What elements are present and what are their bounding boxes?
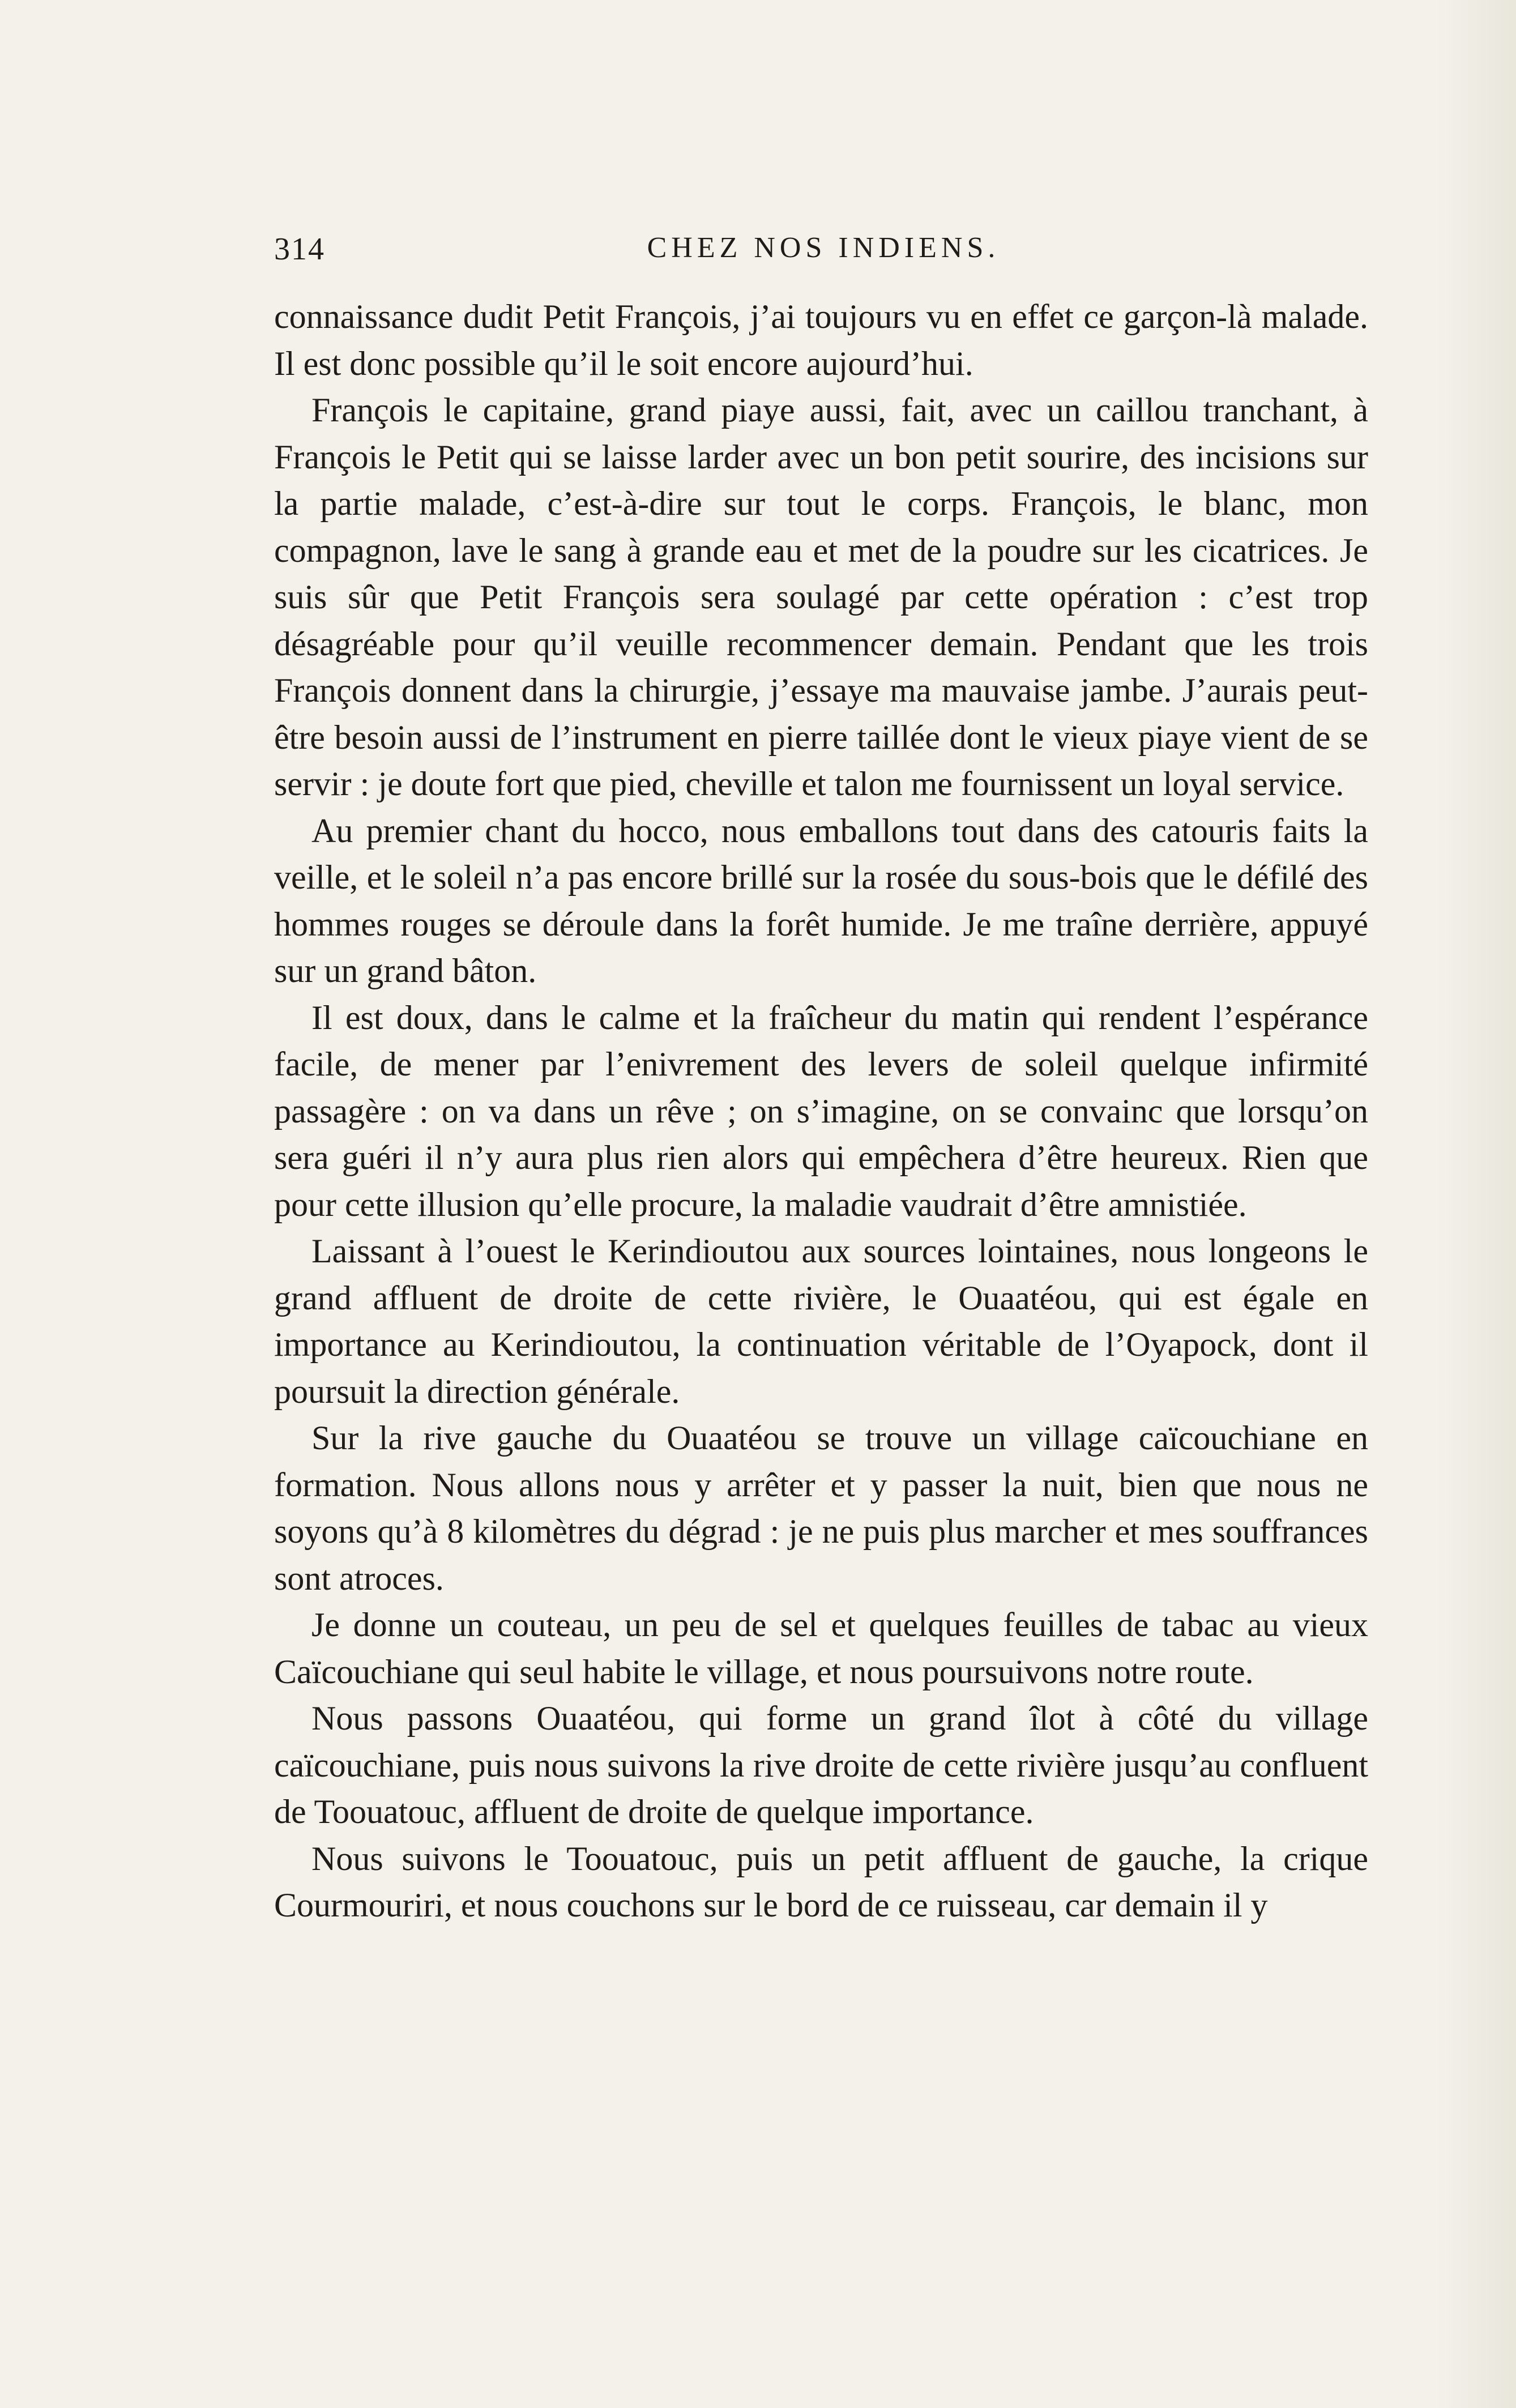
paragraph: Sur la rive gauche du Ouaatéou se trouve un village caïcouchiane en formation. Nous allons nous y arrêter et y passer la nuit, bien que nous ne soyons qu’à 8 kilomètres du dégrad : je ne puis plus marcher et mes souffrances sont atroces. xyxy=(274,1419,1368,1597)
paragraph: Je donne un couteau, un peu de sel et quelques feuilles de tabac au vieux Caïcouchiane qui seul habite le village, et nous poursuivons notre route. xyxy=(274,1606,1368,1690)
paragraph-continued: connaissance dudit Petit François, j’ai toujours vu en effet ce garçon-là malade. Il est donc possible qu’il le soit encore aujourd’hui. xyxy=(274,298,1368,382)
paragraph: François le capitaine, grand piaye aussi, fait, avec un caillou tranchant, à François le Petit qui se laisse larder avec un bon petit sourire, des incisions sur la partie malade, c’est-à-dire sur tout le corps. François, le blanc, mon compagnon, lave le sang à grande eau et met de la poudre sur les cicatrices. Je suis sûr que Petit François sera soulagé par cette opération : c’est trop désagréable pour qu’il veuille recommencer demain. Pendant que les trois François donnent dans la chirurgie, j’essaye ma mauvaise jambe. J’aurais peut-être besoin aussi de l’instrument en pierre taillée dont le vieux piaye vient de se servir : je doute fort que pied, cheville et talon me fournissent un loyal service. xyxy=(274,391,1368,802)
body-text xyxy=(274,293,1368,1929)
paragraph: Au premier chant du hocco, nous emballons tout dans des catouris faits la veille, et le soleil n’a pas encore brillé sur la rosée du sous-bois que le défilé des hommes rouges se déroule dans la forêt humide. Je me traîne derrière, appuyé sur un grand bâton. xyxy=(274,812,1368,989)
paragraph: Laissant à l’ouest le Kerindioutou aux sources lointaines, nous longeons le grand affluent de droite de cette rivière, le Ouaatéou, qui est égale en importance au Kerindioutou, la continuation véritable de l’Oyapock, dont il poursuit la direction générale. xyxy=(274,1232,1368,1410)
running-head xyxy=(274,231,1373,276)
page-number: 314 xyxy=(274,232,325,267)
paragraph: Il est doux, dans le calme et la fraîcheur du matin qui rendent l’espérance facile, de mener par l’enivrement des levers de soleil quelque infirmité passagère : on va dans un rêve ; on s’imagine, on se convainc que lorsqu’on sera guéri il n’y aura plus rien alors qui empêchera d’être heureux. Rien que pour cette illusion qu’elle procure, la maladie vaudrait d’être amnistiée. xyxy=(274,998,1368,1223)
paragraph: Nous passons Ouaatéou, qui forme un grand îlot à côté du village caïcouchiane, puis nous suivons la rive droite de cette rivière jusqu’au confluent de Toouatouc, affluent de droite de quelque importance. xyxy=(274,1700,1368,1830)
paragraph: Nous suivons le Toouatouc, puis un petit affluent de gauche, la crique Courmouriri, et nous couchons sur le bord de ce ruisseau, car demain il y xyxy=(274,1839,1368,1924)
running-title: CHEZ NOS INDIENS. xyxy=(647,232,1000,264)
page-edge-shade xyxy=(1437,0,1516,2408)
